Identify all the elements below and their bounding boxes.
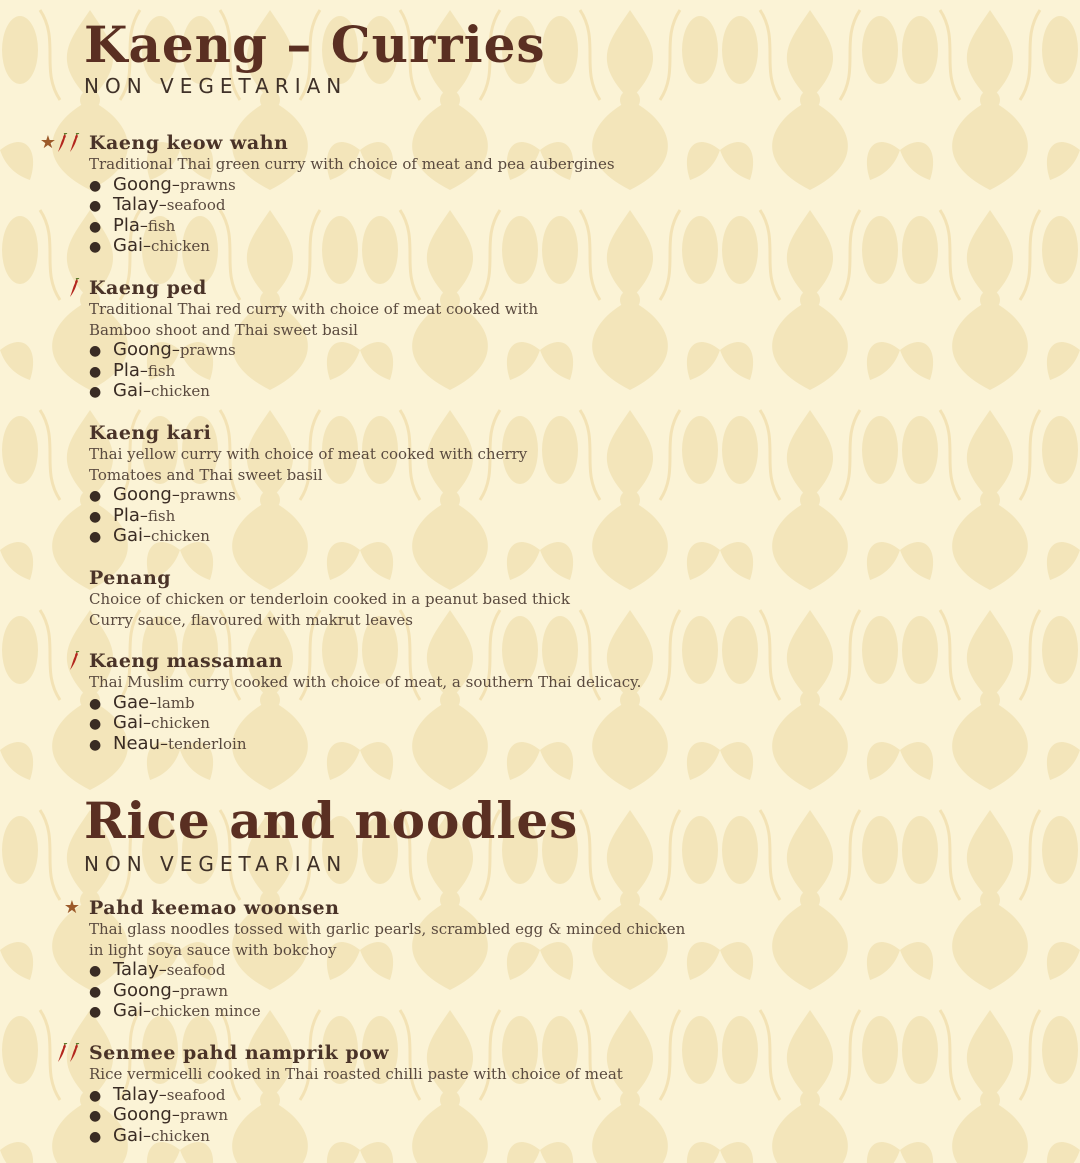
option-separator: – xyxy=(171,1105,180,1124)
option-name: Gae xyxy=(113,691,150,713)
option-name: Talay xyxy=(113,194,159,215)
bullet-icon: ● xyxy=(89,736,102,753)
item-name: Penang xyxy=(89,567,172,589)
option-separator: – xyxy=(139,215,148,235)
item-name: Kaeng massaman xyxy=(89,650,283,672)
option-separator: – xyxy=(149,692,158,712)
option-translation: chicken xyxy=(150,382,210,400)
option-name: Gai xyxy=(113,1000,143,1021)
option-name: Goong xyxy=(113,979,172,1001)
bullet-icon: ● xyxy=(89,218,102,235)
option-name: Pla xyxy=(113,504,140,526)
option-translation: fish xyxy=(147,506,176,525)
option-separator: – xyxy=(139,505,148,525)
option-list xyxy=(89,693,247,755)
bullet-icon: ● xyxy=(89,384,102,400)
description-line: Choice of chicken or tenderloin cooked in a peanut based thick xyxy=(89,590,570,608)
option-list xyxy=(89,175,236,257)
option-translation: prawns xyxy=(179,486,236,504)
option-translation: seafood xyxy=(166,1085,226,1104)
option-translation: fish xyxy=(147,216,176,235)
option-name: Gai xyxy=(113,712,143,733)
section-title: Rice and noodles xyxy=(84,791,579,850)
description-line: Traditional Thai green curry with choice of meat and pea aubergines xyxy=(89,155,615,173)
option-separator: – xyxy=(171,174,180,194)
option-item xyxy=(89,236,236,257)
bullet-icon: ● xyxy=(89,198,102,214)
bullet-icon: ● xyxy=(89,177,102,194)
bullet-icon: ● xyxy=(89,983,102,1000)
option-name: Pla xyxy=(113,359,140,381)
option-item xyxy=(89,981,261,1002)
bullet-icon: ● xyxy=(89,529,102,545)
option-item xyxy=(89,381,236,402)
description-line: Bamboo shoot and Thai sweet basil xyxy=(89,320,358,339)
option-item xyxy=(89,526,236,547)
chili-icon xyxy=(69,651,80,671)
section-title: Kaeng – Curries xyxy=(84,15,546,74)
option-item xyxy=(89,340,236,361)
option-separator: – xyxy=(142,1125,151,1145)
option-separator: – xyxy=(142,713,151,732)
item-description xyxy=(89,589,989,630)
item-description xyxy=(89,154,989,175)
item-markers xyxy=(69,277,80,299)
option-name: Neau xyxy=(113,732,160,754)
option-name: Gai xyxy=(113,525,143,546)
item-description xyxy=(89,299,989,340)
option-translation: lamb xyxy=(157,693,195,712)
item-name: Pahd keemao woonsen xyxy=(89,897,340,919)
bullet-icon: ● xyxy=(89,1004,102,1020)
option-item xyxy=(89,734,247,755)
option-separator: – xyxy=(142,1001,151,1020)
option-item xyxy=(89,713,247,734)
option-translation: seafood xyxy=(166,196,226,214)
bullet-icon: ● xyxy=(89,363,102,380)
option-separator: – xyxy=(158,1084,167,1104)
item-markers xyxy=(64,897,80,919)
option-item xyxy=(89,1001,261,1022)
option-translation: seafood xyxy=(166,961,226,979)
option-name: Talay xyxy=(113,1083,159,1105)
option-item xyxy=(89,1126,228,1147)
item-markers xyxy=(57,1042,80,1064)
bullet-icon: ● xyxy=(89,488,102,504)
option-name: Gai xyxy=(113,380,143,401)
bullet-icon: ● xyxy=(89,695,102,712)
section-subtitle: NON VEGETARIAN xyxy=(84,74,348,98)
item-markers xyxy=(69,650,80,672)
bullet-icon: ● xyxy=(89,716,102,732)
option-translation: chicken xyxy=(150,527,210,545)
option-name: Goong xyxy=(113,484,172,505)
bullet-icon: ● xyxy=(89,508,102,525)
option-separator: – xyxy=(171,980,180,1000)
option-name: Goong xyxy=(113,1104,172,1125)
bullet-icon: ● xyxy=(89,963,102,979)
option-item xyxy=(89,693,247,714)
option-separator: – xyxy=(142,236,151,255)
option-separator: – xyxy=(158,195,167,214)
bullet-icon: ● xyxy=(89,1108,102,1124)
description-line: Thai glass noodles tossed with garlic pearls, scrambled egg & minced chicken xyxy=(89,920,686,938)
chili-icon xyxy=(69,278,80,298)
item-description xyxy=(89,1064,989,1085)
item-name: Kaeng keow wahn xyxy=(89,132,289,154)
option-translation: prawns xyxy=(179,341,236,359)
option-separator: – xyxy=(171,340,180,359)
option-translation: chicken xyxy=(150,1126,210,1145)
option-separator: – xyxy=(142,381,151,400)
description-line: Rice vermicelli cooked in Thai roasted chilli paste with choice of meat xyxy=(89,1065,623,1083)
option-translation: chicken mince xyxy=(150,1002,261,1020)
option-list xyxy=(89,1085,228,1147)
option-name: Talay xyxy=(113,959,159,980)
section-subtitle: NON VEGETARIAN xyxy=(84,852,348,876)
item-markers xyxy=(40,132,80,154)
option-separator: – xyxy=(158,960,167,979)
option-translation: fish xyxy=(147,361,176,380)
star-icon: ★ xyxy=(63,897,80,918)
option-item xyxy=(89,195,236,216)
item-name: Kaeng kari xyxy=(89,422,212,444)
option-item xyxy=(89,485,236,506)
option-separator: – xyxy=(171,485,180,504)
option-translation: prawns xyxy=(179,175,236,194)
item-name: Senmee pahd namprik pow xyxy=(89,1042,390,1064)
option-separator: – xyxy=(142,526,151,545)
chili-icon xyxy=(69,1043,80,1063)
item-name: Kaeng ped xyxy=(89,277,207,299)
item-description xyxy=(89,919,989,960)
description-line: Curry sauce, flavoured with makrut leaves xyxy=(89,610,414,629)
description-line: Traditional Thai red curry with choice of meat cooked with xyxy=(89,300,539,318)
item-description xyxy=(89,444,989,485)
bullet-icon: ● xyxy=(89,343,102,359)
description-line: Tomatoes and Thai sweet basil xyxy=(89,465,323,484)
option-item xyxy=(89,216,236,237)
description-line: in light soya sauce with bokchoy xyxy=(89,940,337,959)
description-line: Thai Muslim curry cooked with choice of meat, a southern Thai delicacy. xyxy=(89,673,642,691)
option-name: Gai xyxy=(113,235,143,256)
chili-icon xyxy=(57,133,68,153)
option-name: Pla xyxy=(113,214,140,236)
option-name: Goong xyxy=(113,339,172,360)
option-item xyxy=(89,175,236,196)
option-item xyxy=(89,1085,228,1106)
option-name: Gai xyxy=(113,1124,143,1146)
option-translation: prawn xyxy=(179,1106,229,1124)
star-icon: ★ xyxy=(39,132,56,153)
option-list xyxy=(89,340,236,402)
option-translation: prawn xyxy=(179,981,229,1000)
option-separator: – xyxy=(159,733,168,753)
option-translation: tenderloin xyxy=(167,734,247,753)
option-item xyxy=(89,1105,228,1126)
option-translation: chicken xyxy=(150,714,210,732)
chili-icon xyxy=(57,1043,68,1063)
bullet-icon: ● xyxy=(89,239,102,255)
option-translation: chicken xyxy=(150,237,210,255)
option-separator: – xyxy=(139,360,148,380)
option-list xyxy=(89,960,261,1022)
option-item xyxy=(89,361,236,382)
item-description xyxy=(89,672,989,693)
option-item xyxy=(89,506,236,527)
chili-icon xyxy=(69,133,80,153)
option-item xyxy=(89,960,261,981)
bullet-icon: ● xyxy=(89,1128,102,1145)
option-name: Goong xyxy=(113,173,172,195)
bullet-icon: ● xyxy=(89,1087,102,1104)
description-line: Thai yellow curry with choice of meat cooked with cherry xyxy=(89,445,528,463)
option-list xyxy=(89,485,236,547)
